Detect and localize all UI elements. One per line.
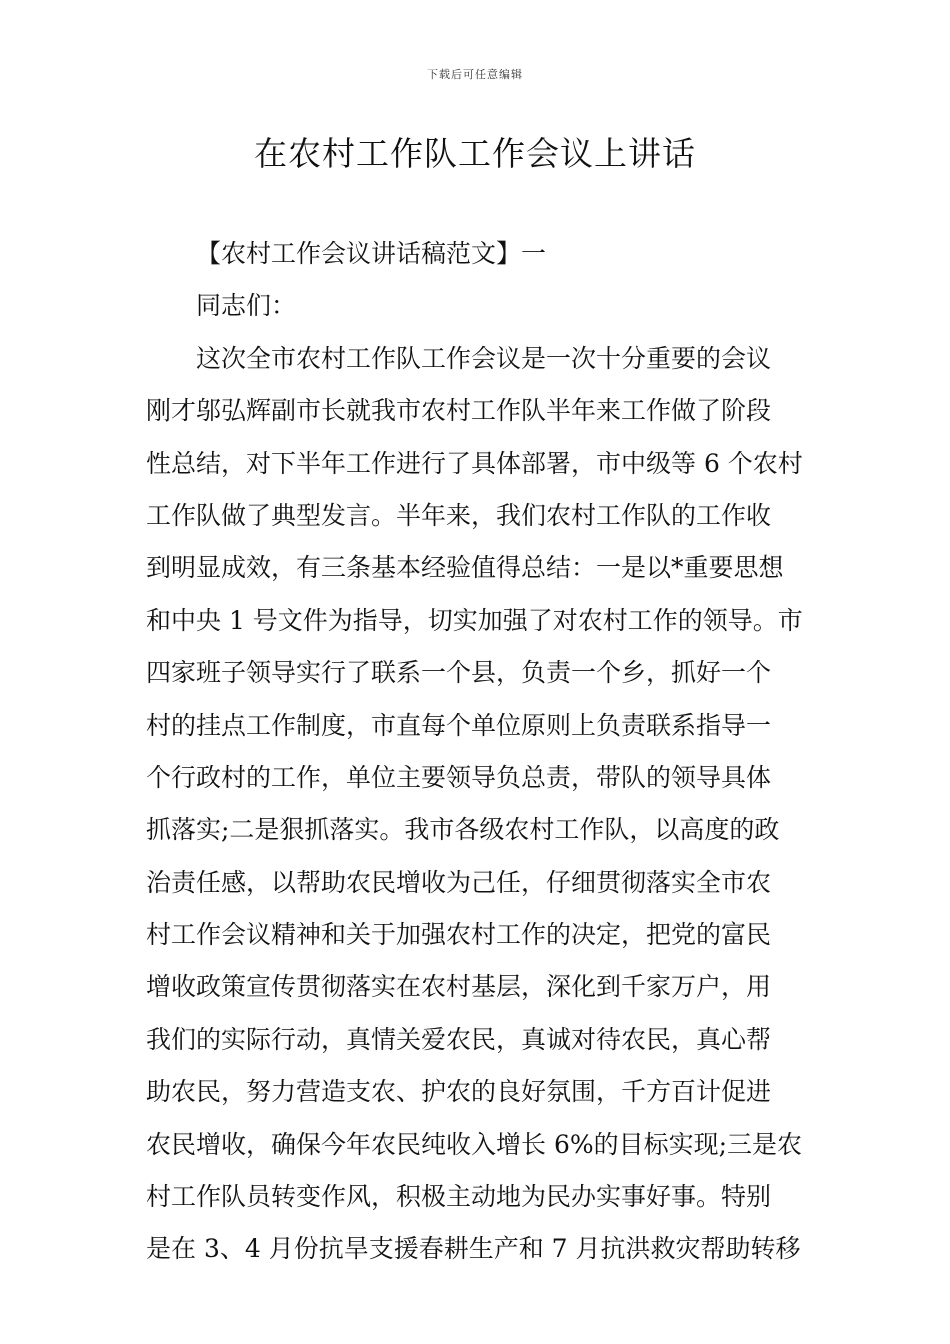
paragraph-line: 刚才邬弘辉副市长就我市农村工作队半年来工作做了阶段	[146, 396, 772, 426]
paragraph-line: 增收政策宣传贯彻落实在农村基层，深化到千家万户，用	[146, 972, 772, 1002]
paragraph-line: 性总结，对下半年工作进行了具体部署，市中级等 6 个农村	[146, 448, 803, 478]
paragraph-line: 村工作会议精神和关于加强农村工作的决定，把党的富民	[146, 920, 772, 950]
document-body	[146, 228, 806, 1276]
paragraph-line: 工作队做了典型发言。半年来，我们农村工作队的工作收	[146, 500, 772, 530]
subheading: 【农村工作会议讲话稿范文】一	[196, 239, 547, 268]
paragraph-line: 治责任感，以帮助农民增收为己任，仔细贯彻落实全市农	[146, 867, 772, 897]
paragraph-line: 和中央 1 号文件为指导，切实加强了对农村工作的领导。市	[146, 605, 803, 635]
paragraph-line: 这次全市农村工作队工作会议是一次十分重要的会议	[196, 343, 772, 373]
paragraph-line: 到明显成效，有三条基本经验值得总结：一是以*重要思想	[146, 553, 784, 583]
header-note: 下载后可任意编辑	[427, 68, 523, 81]
paragraph-line: 我们的实际行动，真情关爱农民，真诚对待农民，真心帮	[146, 1024, 772, 1054]
paragraph-line: 农民增收，确保今年农民纯收入增长 6%的目标实现;三是农	[146, 1129, 803, 1159]
paragraph-line: 个行政村的工作，单位主要领导负总责，带队的领导具体	[146, 762, 772, 792]
paragraph-line: 四家班子领导实行了联系一个县，负责一个乡，抓好一个	[146, 658, 772, 688]
paragraph-line: 助农民，努力营造支农、护农的良好氛围，千方百计促进	[146, 1077, 772, 1107]
paragraph-line: 村的挂点工作制度，市直每个单位原则上负责联系指导一	[146, 710, 772, 740]
paragraph-line: 抓落实;二是狠抓落实。我市各级农村工作队，以高度的政	[146, 815, 780, 845]
salutation: 同志们：	[196, 291, 297, 321]
paragraph-line: 是在 3、4 月份抗旱支援春耕生产和 7 月抗洪救灾帮助转移	[146, 1234, 801, 1264]
page-title: 在农村工作队工作会议上讲话	[254, 134, 696, 173]
paragraph-line: 村工作队员转变作风，积极主动地为民办实事好事。特别	[146, 1182, 772, 1212]
